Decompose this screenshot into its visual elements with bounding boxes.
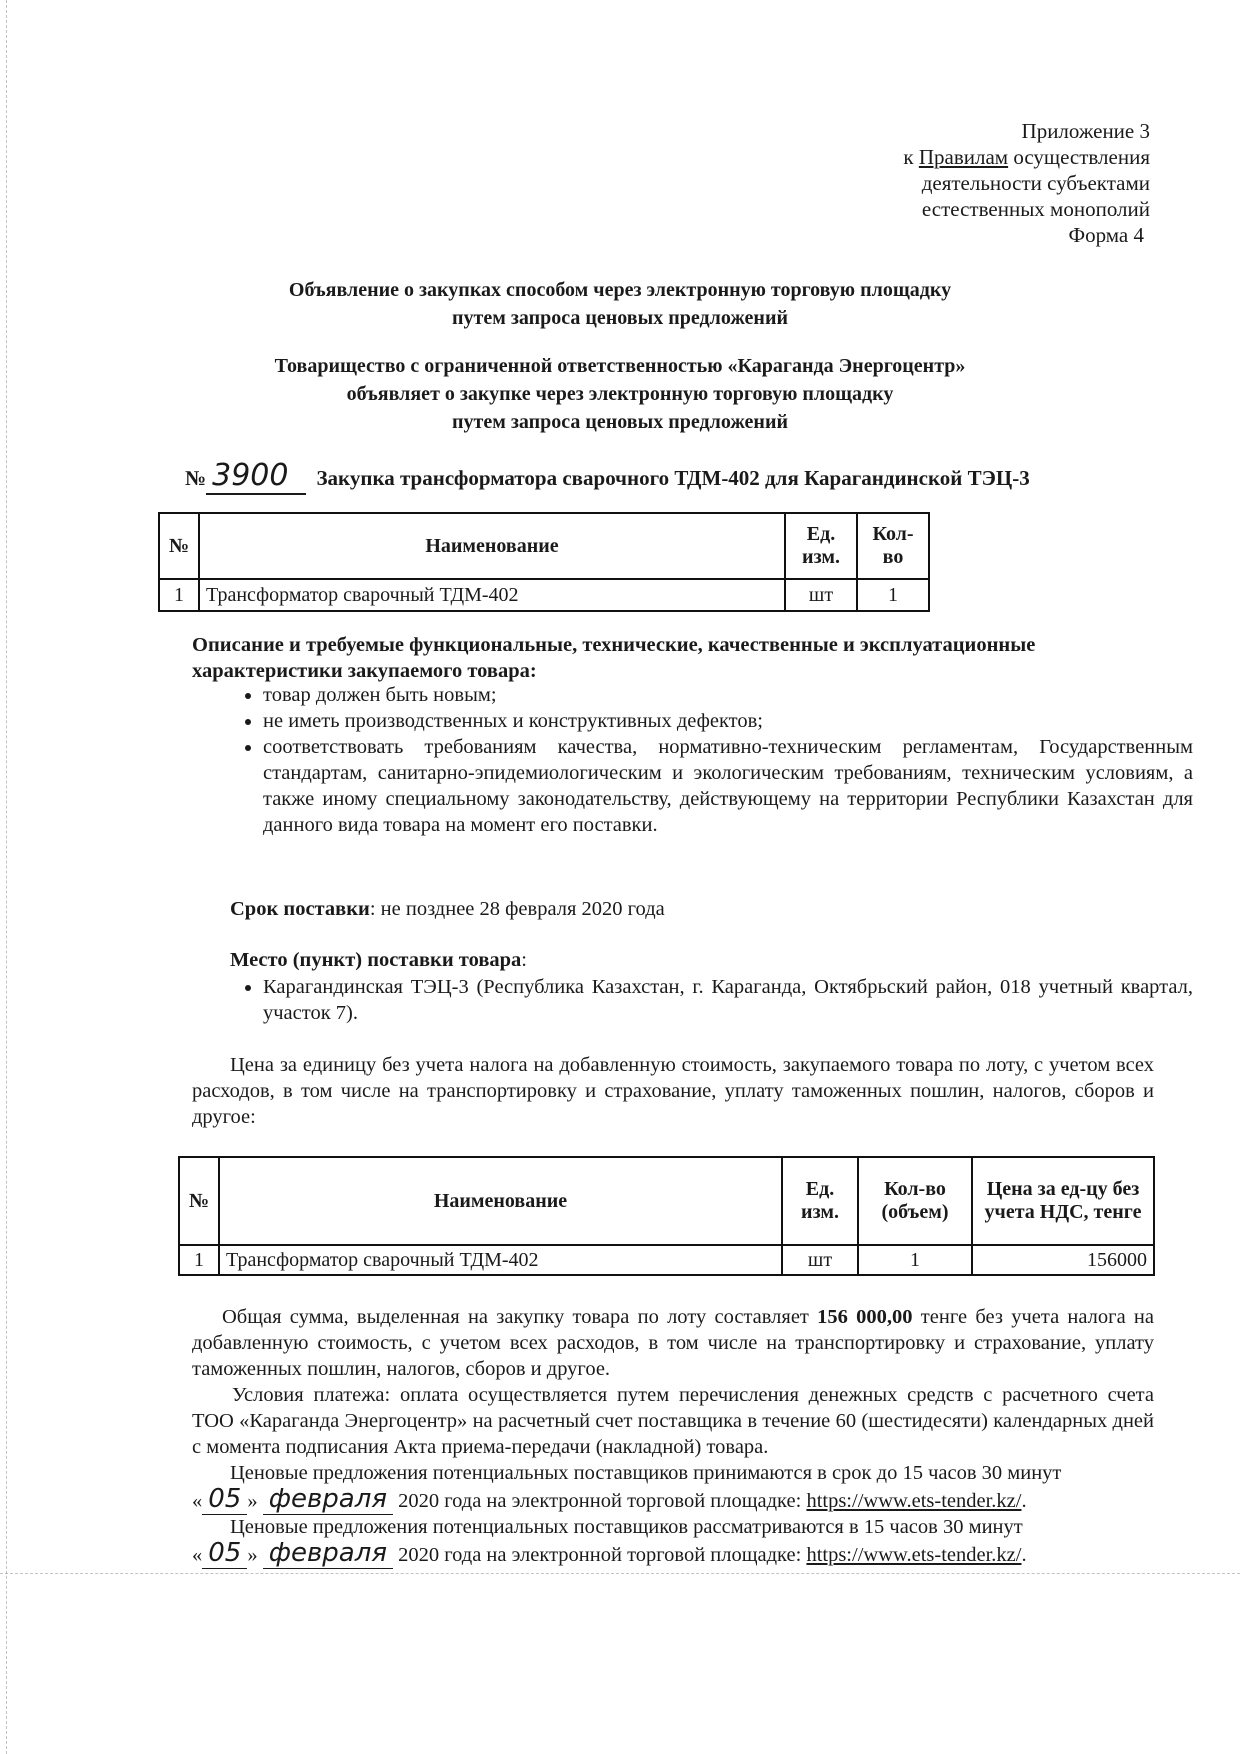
procurement-title — [185, 458, 1115, 495]
accept-dot: . — [1021, 1490, 1027, 1512]
procurement-number: 3900 — [206, 458, 306, 495]
procurement-subject: Закупка трансформатора сварочного ТДМ-402 для Карагандинской ТЭЦ-3 — [316, 466, 1030, 490]
list-item: • соответствовать требованиям качества, нормативно-техническим регламентам, Государственным стандартам, санитарно-эпидемиологическим и экологическим требованиям, техническим условиям, а также иному специальному законодательству, действующему на территории Республики Казахстан для данного вида товара на момент его поставки. — [263, 734, 1193, 838]
items-table — [158, 512, 930, 612]
accept-month: февраля — [263, 1484, 393, 1515]
total-amount: 156 000,00 — [817, 1306, 913, 1328]
heading-line-2: путем запроса ценовых предложений — [451, 307, 788, 329]
quote-open: « — [192, 1544, 203, 1566]
delivery-place-heading — [230, 947, 527, 973]
quote-open: « — [192, 1490, 203, 1512]
place-label: Место (пункт) поставки товара — [230, 949, 522, 971]
table-header-row — [179, 1157, 1154, 1245]
total-text-before: Общая сумма, выделенная на закупку товара по лоту составляет — [222, 1306, 818, 1328]
accept-date-line — [192, 1486, 1154, 1514]
col-number: № — [179, 1157, 219, 1245]
cell-unit: шт — [785, 579, 857, 611]
quote-close: » — [247, 1544, 258, 1566]
appendix-header — [903, 118, 1150, 248]
announcement-heading — [0, 276, 1240, 332]
cell-unit: шт — [782, 1245, 858, 1275]
list-item: • товар должен быть новым; — [263, 682, 1193, 708]
review-date-line — [192, 1540, 1154, 1568]
organization-heading — [0, 352, 1240, 436]
review-month: февраля — [263, 1538, 393, 1569]
col-unit: Ед. изм. — [785, 513, 857, 579]
cell-number: 1 — [179, 1245, 219, 1275]
cell-qty: 1 — [858, 1245, 972, 1275]
cell-name: Трансформатор сварочный ТДМ-402 — [219, 1245, 782, 1275]
scan-fold-line — [0, 1573, 1240, 1574]
place-colon: : — [521, 949, 527, 971]
ets-tender-link[interactable]: https://www.ets-tender.kz/ — [806, 1544, 1022, 1566]
delivery-term — [230, 896, 665, 922]
cell-price: 156000 — [972, 1245, 1154, 1275]
cell-name: Трансформатор сварочный ТДМ-402 — [199, 579, 785, 611]
delivery-value: : не позднее 28 февраля 2020 года — [369, 898, 665, 920]
heading-line-1: Объявление о закупках способом через электронную торговую площадку — [288, 279, 952, 301]
rules-link: Правилам — [918, 145, 1009, 169]
col-qty: Кол-во (объем) — [858, 1157, 972, 1245]
price-paragraph: Цена за единицу без учета налога на добавленную стоимость, закупаемого товара по лоту, с учетом всех расходов, в том числе на транспортировку и страхование, уплату таможенных пошлин, налогов, сборов и другое: — [192, 1054, 1154, 1128]
total-text-after: тенге без учета налога на добавленную стоимость, с учетом всех расходов, в том числе на транспортировку и страхование, уплату таможенных пошлин, налогов, сборов и другое. — [192, 1306, 1154, 1380]
org-line-2: объявляет о закупке через электронную торговую площадку — [346, 383, 894, 405]
review-line: Ценовые предложения потенциальных поставщиков рассматриваются в 15 часов 30 минут — [230, 1516, 1023, 1538]
price-table — [178, 1156, 1155, 1276]
appendix-line-1: Приложение 3 — [1021, 119, 1150, 143]
payment-terms: Условия платежа: оплата осуществляется путем перечисления денежных средств с расчетного счета ТОО «Караганда Энергоцентр» на расчетный счет поставщика в течение 60 (шестидесяти) календарных дней с момента подписания Акта приема-передачи (накладной) товара. — [192, 1384, 1154, 1458]
accept-day: 05 — [202, 1484, 247, 1515]
appendix-line-3: деятельности субъектами — [921, 171, 1150, 195]
description-heading: Описание и требуемые функциональные, технические, качественные и эксплуатационные характеристики закупаемого товара: — [192, 634, 1036, 682]
bids-section — [192, 1460, 1154, 1568]
col-qty: Кол-во — [857, 513, 929, 579]
org-line-1: Товарищество с ограниченной ответственностью «Караганда Энергоцентр» — [274, 355, 966, 377]
delivery-place-list — [225, 974, 1193, 1026]
appendix-line-2 — [903, 144, 1150, 170]
requirements-list — [225, 682, 1193, 838]
ets-tender-link[interactable]: https://www.ets-tender.kz/ — [806, 1490, 1022, 1512]
table-header-row — [159, 513, 929, 579]
col-unit: Ед. изм. — [782, 1157, 858, 1245]
cell-number: 1 — [159, 579, 199, 611]
review-day: 05 — [202, 1538, 247, 1569]
appendix-prefix: к — [903, 145, 919, 169]
total-amount-paragraph — [192, 1304, 1154, 1382]
accept-year-text: 2020 года на электронной торговой площадке: — [398, 1490, 807, 1512]
appendix-line-4: естественных монополий — [921, 197, 1150, 221]
col-price: Цена за ед-цу без учета НДС, тенге — [972, 1157, 1154, 1245]
table-row — [159, 579, 929, 611]
appendix-suffix: осуществления — [1008, 145, 1150, 169]
review-dot: . — [1021, 1544, 1027, 1566]
scan-edge-line — [6, 0, 8, 1754]
delivery-label: Срок поставки — [230, 898, 370, 920]
col-name: Наименование — [219, 1157, 782, 1245]
cell-qty: 1 — [857, 579, 929, 611]
org-line-3: путем запроса ценовых предложений — [451, 411, 788, 433]
table-row — [179, 1245, 1154, 1275]
quote-close: » — [247, 1490, 258, 1512]
form-number: Форма 4 — [1068, 223, 1144, 247]
accept-line: Ценовые предложения потенциальных поставщиков принимаются в срок до 15 часов 30 минут — [230, 1462, 1062, 1484]
col-name: Наименование — [199, 513, 785, 579]
list-item: • Карагандинская ТЭЦ-3 (Республика Казахстан, г. Караганда, Октябрьский район, 018 учетный квартал, участок 7). — [263, 974, 1193, 1026]
list-item: • не иметь производственных и конструктивных дефектов; — [263, 708, 1193, 734]
col-number: № — [159, 513, 199, 579]
review-year-text: 2020 года на электронной торговой площадке: — [398, 1544, 807, 1566]
number-sign: № — [185, 466, 207, 490]
